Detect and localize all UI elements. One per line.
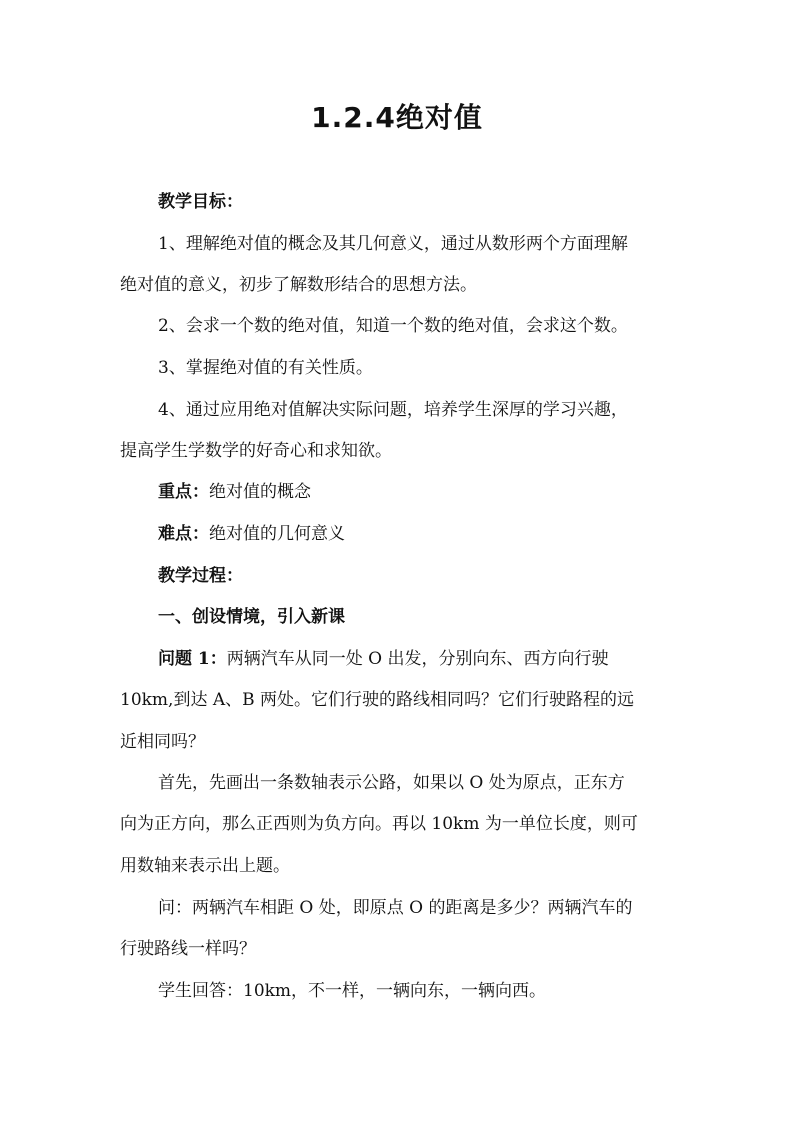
student-answer: 学生回答：10km，不一样，一辆向东，一辆向西。 [158, 981, 547, 1001]
objective-4-line-2: 提高学生学数学的好奇心和求知欲。 [120, 441, 392, 461]
objective-1-line-2: 绝对值的意义，初步了解数形结合的思想方法。 [120, 275, 477, 295]
difficult-point [158, 519, 345, 549]
ask-line-1: 问：两辆汽车相距 O 处，即原点 O 的距离是多少？两辆汽车的 [158, 898, 633, 918]
paragraph-1-line-3: 用数轴来表示出上题。 [120, 856, 290, 876]
question-1-label: 问题 1： [158, 649, 227, 669]
difficult-point-label: 难点： [158, 524, 209, 544]
ask-line-2: 行驶路线一样吗？ [120, 939, 256, 959]
question-1-line-3: 近相同吗？ [120, 732, 205, 752]
question-1-text: 两辆汽车从同一处 O 出发，分别向东、西方向行驶 [226, 649, 609, 669]
section-1-heading: 一、创设情境，引入新课 [158, 607, 345, 627]
objective-1-line-1: 1、理解绝对值的概念及其几何意义，通过从数形两个方面理解 [158, 234, 628, 254]
page-title: 1.2.4绝对值 [311, 101, 483, 134]
objectives-heading: 教学目标： [158, 192, 243, 212]
objective-4-line-1: 4、通过应用绝对值解决实际问题，培养学生深厚的学习兴趣， [158, 400, 628, 420]
process-heading: 教学过程： [158, 566, 243, 586]
question-1-line-1 [158, 644, 609, 674]
key-point [158, 477, 311, 507]
key-point-text: 绝对值的概念 [209, 482, 311, 502]
key-point-label: 重点： [158, 482, 209, 502]
question-1-line-2: 10km,到达 A、B 两处。它们行驶的路线相同吗？它们行驶路程的远 [120, 690, 635, 710]
paragraph-1-line-1: 首先，先画出一条数轴表示公路，如果以 O 处为原点，正东方 [158, 773, 625, 793]
paragraph-1-line-2: 向为正方向，那么正西则为负方向。再以 10km 为一单位长度，则可 [120, 814, 638, 834]
objective-3: 3、掌握绝对值的有关性质。 [158, 358, 373, 378]
difficult-point-text: 绝对值的几何意义 [209, 524, 345, 544]
objective-2: 2、会求一个数的绝对值，知道一个数的绝对值，会求这个数。 [158, 316, 628, 336]
